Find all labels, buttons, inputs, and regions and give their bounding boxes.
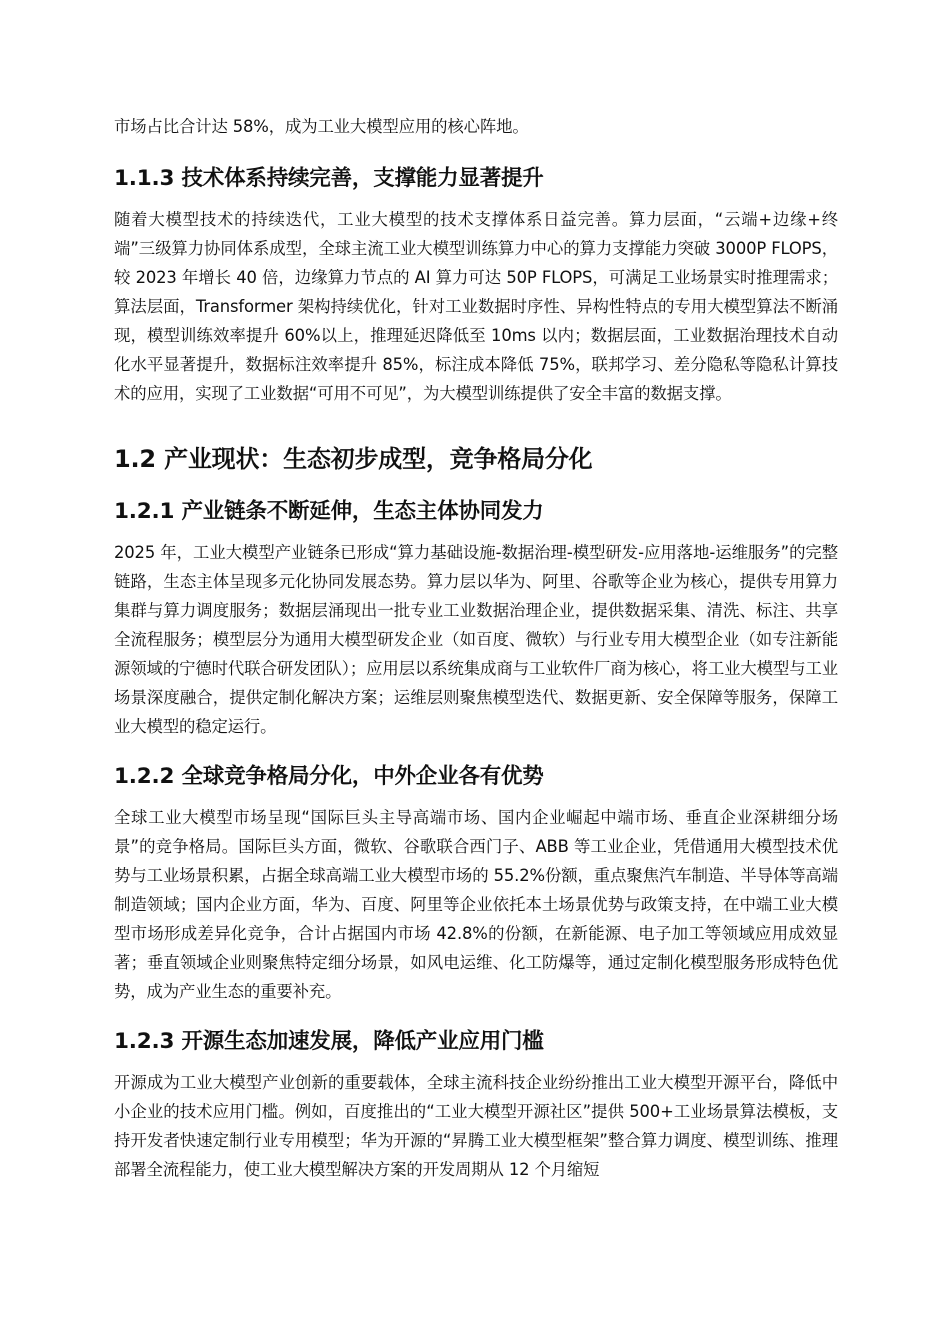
section-1-2-3-body: 开源成为工业大模型产业创新的重要载体，全球主流科技企业纷纷推出工业大模型开源平台，降低中小企业的技术应用门槛。例如，百度推出的“工业大模型开源社区”提供 500+工业场景算法模板，支持开发者快速定制行业专用模型；华为开源的“昇腾工业大模型框架”整合算力调度、模型训练、推理部署全流程能力，使工业大模型解决方案的开发周期从 12 个月缩短 [114, 1073, 838, 1179]
section-1-2-2-heading: 1.2.2 全球竞争格局分化，中外企业各有优势 [114, 764, 544, 789]
section-1-2-heading: 1.2 产业现状：生态初步成型，竞争格局分化 [114, 445, 593, 473]
section-1-1-3-heading: 1.1.3 技术体系持续完善，支撑能力显著提升 [114, 166, 544, 191]
section-1-2-2-body: 全球工业大模型市场呈现“国际巨头主导高端市场、国内企业崛起中端市场、垂直企业深耕细分场景”的竞争格局。国际巨头方面，微软、谷歌联合西门子、ABB 等工业企业，凭借通用大模型技术优势与工业场景积累，占据全球高端工业大模型市场的 55.2%份额，重点聚焦汽车制造、半导体等高端制造领域；国内企业方面，华为、百度、阿里等企业依托本土场景优势与政策支持，在中端工业大模型市场形成差异化竞争，合计占据国内市场 42.8%的份额，在新能源、电子加工等领域应用成效显著；垂直领域企业则聚焦特定细分场景，如风电运维、化工防爆等，通过定制化模型服务形成特色优势，成为产业生态的重要补充。 [114, 808, 838, 1001]
section-1-1-3-body: 随着大模型技术的持续迭代，工业大模型的技术支撑体系日益完善。算力层面，“云端+边缘+终端”三级算力协同体系成型，全球主流工业大模型训练算力中心的算力支撑能力突破 3000P FLOPS，较 2023 年增长 40 倍，边缘算力节点的 AI 算力可达 50P FLOPS，可满足工业场景实时推理需求；算法层面，Transformer 架构持续优化，针对工业数据时序性、异构性特点的专用大模型算法不断涌现，模型训练效率提升 60%以上，推理延迟降低至 10ms 以内；数据层面，工业数据治理技术自动化水平显著提升，数据标注效率提升 85%，标注成本降低 75%，联邦学习、差分隐私等隐私计算技术的应用，实现了工业数据“可用不可见”，为大模型训练提供了安全丰富的数据支撑。 [114, 210, 838, 403]
intro-paragraph: 市场占比合计达 58%，成为工业大模型应用的核心阵地。 [114, 117, 529, 136]
section-1-2-1-heading: 1.2.1 产业链条不断延伸，生态主体协同发力 [114, 499, 544, 524]
document-page [114, 112, 838, 1184]
section-1-2-1-body: 2025 年，工业大模型产业链条已形成“算力基础设施-数据治理-模型研发-应用落地-运维服务”的完整链路，生态主体呈现多元化协同发展态势。算力层以华为、阿里、谷歌等企业为核心，提供专用算力集群与算力调度服务；数据层涌现出一批专业工业数据治理企业，提供数据采集、清洗、标注、共享全流程服务；模型层分为通用大模型研发企业（如百度、微软）与行业专用大模型企业（如专注新能源领域的宁德时代联合研发团队）；应用层以系统集成商与工业软件厂商为核心，将工业大模型与工业场景深度融合，提供定制化解决方案；运维层则聚焦模型迭代、数据更新、安全保障等服务，保障工业大模型的稳定运行。 [114, 543, 838, 736]
section-1-2-3-heading: 1.2.3 开源生态加速发展，降低产业应用门槛 [114, 1029, 544, 1054]
